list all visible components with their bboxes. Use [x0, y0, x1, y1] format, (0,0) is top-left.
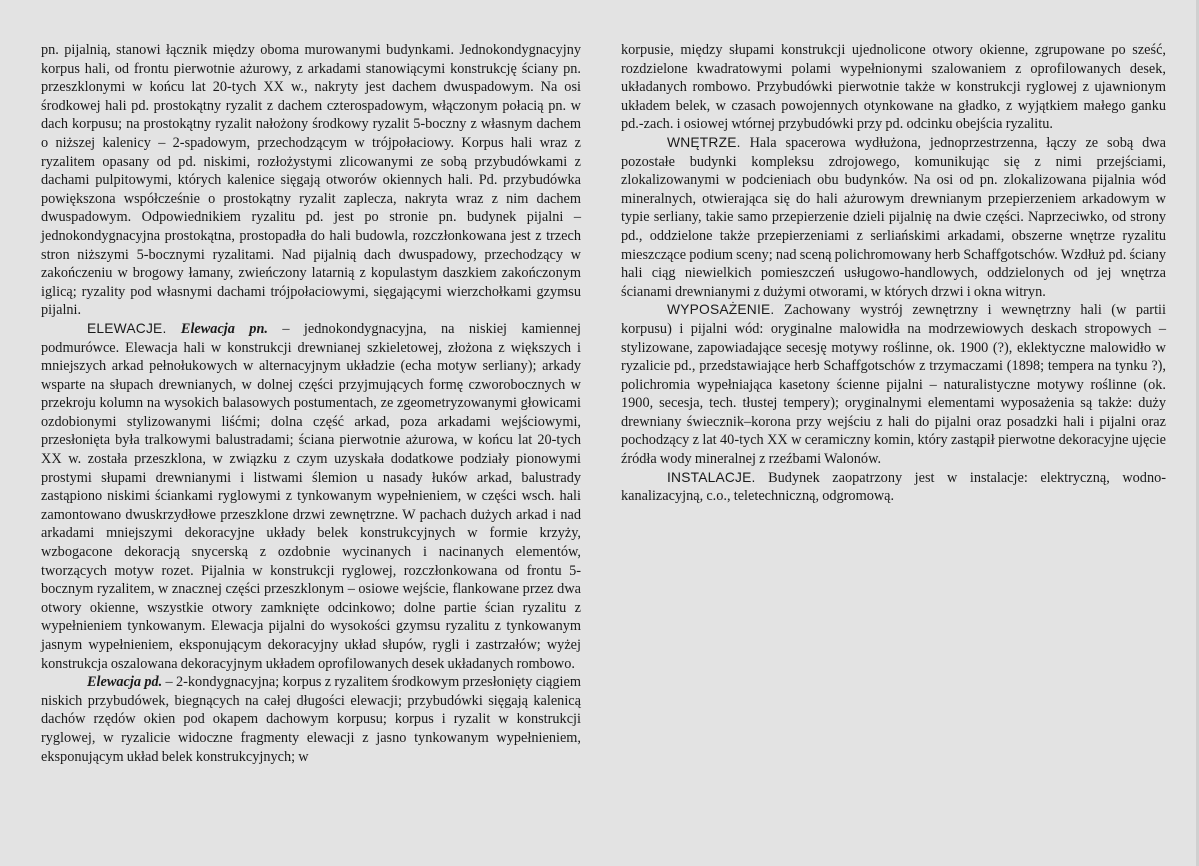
intro-left-text: pn. pijalnią, stanowi łącznik między oboma murowanymi budynkami. Jednokondygnacyjny korpus hali, od frontu pierwotnie ażurowy, z arkadami stanowiącymi konstrukcję ściany pn. przeszklonymi w końcu lat 20-tych XX w., nakryty jest dachem dwuspadowym. Na osi środkowej hali pd. prostokątny ryzalit z dachem czterospadowym, włączonym połacią pn. w dach korpusu; na prostokątny ryzalit nałożony środkowy ryzalit 5-boczny z własnym dachem o niższej kalenicy – 2-spadowym, przechodzącym w trójpołaciowy. Korpus hali wraz z ryzalitem opasany od pd. niskimi, rozłożystymi zlicowanymi ze sobą przybudówkami z dachami pulpitowymi, których kalenice sięgają otworów okiennych hali. Pd. przybudówka powiększona współcześnie o prostokątny ryzalit zaplecza, nakryta wraz z nim dachem dwuspadowym. Odpowiednikiem ryzalitu pd. jest po stronie pn. budynek pijalni – jednokondygnacyjna prostokątna, prostopadła do hali budowla, rozczłonkowana jest z trzech stron niższymi 5-bocznymi ryzalitami. Nad pijalnią dach dwuspadowy, przechodzący w zakończeniu w brogowy łamany, zwieńczony latarnią z kopulastym daszkiem zakończonym iglicą; ryzality pod własnymi dachami trójpołaciowymi, sięgającymi wierzchołkami gzymsu pijalni.	[41, 42, 581, 319]
right-text-column	[621, 41, 1166, 506]
section-heading-instalacje: INSTALACJE.	[667, 469, 756, 485]
paragraph-elewacje	[41, 320, 581, 673]
subheading-elewacja-pd: Elewacja pd.	[87, 674, 163, 691]
elewacja-pd-text: – 2-kondygnacyjna; korpus z ryzalitem środkowym przesłonięty ciągiem niskich przybudówek, biegnących na całej długości elewacji; przybudówki sięgają kalenicą dachów rzędów okien pod okapem dachowym korpusu; korpus i ryzalit w konstrukcji ryglowej, w ryzalicie widoczne fragmenty elewacji z jasno tynkowanym wypełnieniem, eksponującym układ belek konstrukcyjnych; w	[41, 674, 581, 765]
paragraph-elewacja-pd	[41, 673, 581, 766]
paragraph-intro-left	[41, 41, 581, 320]
paragraph-instalacje	[621, 469, 1166, 506]
left-text-column	[41, 41, 581, 766]
paragraph-wnetrze	[621, 134, 1166, 301]
wyposazenie-text: Zachowany wystrój zewnętrzny i wewnętrzny hali (w partii korpusu) i pijalni wód: oryginalne malowidła na modrzewiowych deskach stropowych – stylizowane, zapowiadające secesję motywy roślinne, ok. 1900 (?), eklektyczne malowidło w ryzalicie pd., przedstawiające herb Schaffgotschów z trzymaczami (1898; tempera na tynku ?), polichromia wypełniająca kasetony ścienne pijalni – naturalistyczne motywy roślinne (ok. 1900, secesja, tech. tłustej tempery); oryginalnymi elementami wyposażenia są także: duży drewniany świecznik–korona przy wejściu z hali do pijalni oraz posadzki hali i pijalni oraz pochodzący z lat 40-tych XX w ceramiczny komin, który zastąpił pierwotne dekoracyjne ujęcie źródła wody mineralnej z rzeźbami Walonów.	[621, 302, 1166, 468]
elewacja-pn-text: – jednokondygnacyjna, na niskiej kamiennej podmurówce. Elewacja hali w konstrukcji drewnianej szkieletowej, złożona z większych i mniejszych arkad pełnołukowych w alternacyjnym układzie (echa motyw serliany); arkady wsparte na słupach drewnianych, w dolnej części przyjmujących formę czworobocznych w przekroju kolumn na wysokich balasowych postumentach, ze zgeometryzowanymi głowicami ozdobionymi stylizowanymi liśćmi; dolna część arkad, poza arkadami wejściowymi, przesłonięta była tralkowymi balustradami; ściana pierwotnie ażurowa, w końcu lat 20-tych XX w. została przeszklona, w związku z czym uzyskała dodatkowe podziały pionowymi prostymi słupami drewnianymi i listwami ślemion u nasady łuków arkad, balustrady zastąpiono niskimi ściankami ryglowymi z tynkowanym wypełnieniem, w części wsch. hali zamontowano dwuskrzydłowe przeszklone drzwi zewnętrzne. W pachach dużych arkad i nad arkadami mniejszymi dekoracyjne układy belek konstrukcyjnych w formie krzyży, wzbogacone dekoracją snycerską z ozdobnie wycinanych i nacinanych elementów, tworzących motyw rozet. Pijalnia w konstrukcji ryglowej, rozczłonkowana od frontu 5-bocznym ryzalitem, w znacznej części przeszklonym – osiowe wejście, flankowane przez dwa otwory okienne, wszystkie otwory zamknięte odcinkowo; dolne partie ścian ryzalitu z wypełnieniem tynkowanym. Elewacja pijalni do wysokości gzymsu ryzalitu z tynkowanym jasnym wypełnieniem, eksponującym dekoracyjny układ słupów, rygli i zastrzałów; wyżej konstrukcja oszalowana dekoracyjnym układem oprofilowanych desek układanych rombowo.	[41, 320, 581, 672]
section-heading-wnetrze: WNĘTRZE.	[667, 134, 741, 150]
paragraph-intro-right	[621, 41, 1166, 134]
instalacje-text: Budynek zaopatrzony jest w instalacje: elektryczną, wodno-kanalizacyjną, c.o., teletechniczną, odgromową.	[621, 469, 1166, 505]
wnetrze-text: Hala spacerowa wydłużona, jednoprzestrzenna, łączy ze sobą dwa pozostałe budynki kompleksu zdrojowego, komunikując się z nimi przejściami, zlokalizowanymi w podcieniach obu budynków. Na osi od pn. zlokalizowana pijalnia wód mineralnych, otwierająca się do hali ażurowym drewnianym przepierzeniem arkadowym w typie serliany, takie samo przepierzenie dzieli pijalnię na dwie części. Naprzeciwko, od strony pd., oddzielone także przepierzeniami z serliańskimi arkadami, obszerne wnętrze ryzalitu mieszczące podium sceny; nad sceną polichromowany herb Schaffgotschów. Wzdłuż pd. ściany hali ciąg niewielkich pomieszczeń usługowo-handlowych, oddzielonych od jej wnętrza ścianami drewnianymi z dużymi otworami, w których drzwi i okna witryn.	[621, 134, 1166, 300]
paragraph-wyposazenie	[621, 301, 1166, 468]
subheading-elewacja-pn: Elewacja pn.	[180, 320, 268, 337]
section-heading-wyposazenie: WYPOSAŻENIE.	[667, 302, 775, 318]
intro-right-text: korpusie, między słupami konstrukcji ujednolicone otwory okienne, zgrupowane po sześć, rozdzielone kwadratowymi polami wypełnionymi szalowaniem z oprofilowanych desek, układanych rombowo. Przybudówki pierwotnie także w konstrukcji ryglowej z ujawnionym układem belek, w czasach powojennych otynkowane na gładko, z wyjątkiem małego ganku pd.-zach. i osiowej wtórnej przybudówki przy pd. odcinku obejścia ryzalitu.	[621, 42, 1166, 133]
section-heading-elewacje: ELEWACJE.	[87, 320, 167, 336]
